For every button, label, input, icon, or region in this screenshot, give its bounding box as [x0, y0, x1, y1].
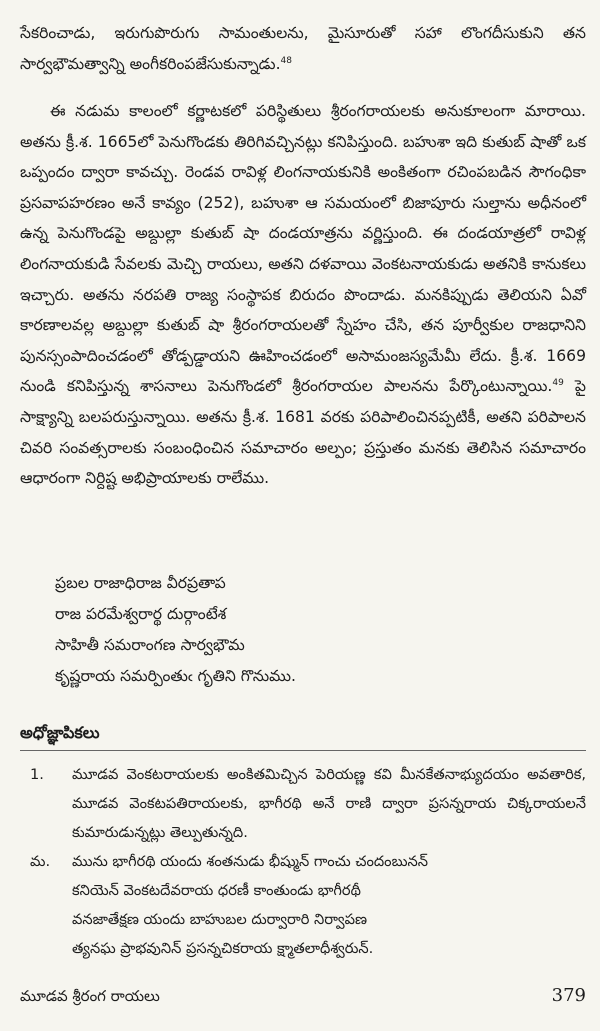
footnotes-list [20, 760, 586, 963]
reference-48: 48 [280, 55, 292, 66]
footnote-number: మ. [30, 853, 51, 870]
paragraph-2-text-a: ఈ నడుమ కాలంలో కర్ణాటకలో పరిస్థితులు శ్రీరంగరాయలకు అనుకూలంగా మారాయి. అతను క్రీ.శ. 1665లో పెనుగొండకు తిరిగివచ్చినట్లు కనిపిస్తుంది. బహుశా ఇది కుతుబ్ షాతో ఒక ఒప్పందం ద్వారా కావచ్చు. రెండవ రావిళ్ల లింగనాయకునికి అంకితంగా రచింపబడిన సౌగంధికా ప్రసవాపహరణం అనే కావ్యం (252), బహుశా ఆ సమయంలో బిజాపూరు సుల్తాను అధీనంలో ఉన్న పెనుగొండపై అబ్దుల్లా కుతుబ్ షా దండయాత్రను వర్ణిస్తుంది. ఈ దండయాత్రలో రావిళ్ల లింగనాయకుడి సేవలకు మెచ్చి రాయలు, అతని దళవాయి వెంకటనాయకుడు అతనికి కానుకలు ఇచ్చారు. అతను నరపతి రాజ్య సంస్థాపక బిరుదం పొందాడు. మనకిప్పుడు తెలియని ఏవో కారణాలవల్ల అబ్దుల్లా కుతుబ్ షా శ్రీరంగరాయలతో స్నేహం చేసి, తన పూర్వీకుల రాజధానిని పునస్సంపాదించడంలో తోడ్పడ్డాయని ఊహించడంలో అసామంజస్యమేమీ లేదు. క్రీ.శ. 1669 నుండి కనిపిస్తున్న శాసనాలు పెనుగొండలో శ్రీరంగరాయల పాలనను పేర్కొంటున్నాయి. [20, 102, 586, 396]
verse-block [55, 568, 296, 692]
paragraph-1-text: సేకరించాడు, ఇరుగుపొరుగు సామంతులను, మైసూరుతో సహా లొంగదీసుకుని తన సార్వభౌమత్వాన్ని అంగీకరింపజేసుకున్నాడు. [20, 24, 586, 73]
footnote-verse [72, 847, 586, 963]
footnote-number: 1. [30, 766, 44, 783]
footnote-verse-line: మును భాగీరథి యందు శంతనుడు భీష్మున్ గాంచు చందంబునన్ [72, 853, 429, 870]
verse-line: రాజ పరమేశ్వరార్థ దుర్గాంటేశ [55, 605, 227, 623]
page-footer [20, 985, 586, 1009]
verse-line: సాహితీ సమరాంగణ సార్వభౌమ [55, 636, 245, 654]
footnote-verse-line: కనియెన్ వెంకటదేవరాయ ధరణీ కాంతుండు భాగీరథీ [72, 882, 361, 899]
running-footer-title: మూడవ శ్రీరంగ రాయలు [20, 987, 160, 1005]
verse-line: కృష్ణరాయ సమర్పింతుఁ గృతిని గొనుము. [55, 667, 296, 685]
paragraph-2 [20, 96, 586, 494]
footnote-text: మూడవ వెంకటరాయలకు అంకితమిచ్చిన పెరియణ్ణ కవి మీనకేతనాభ్యుదయం అవతారిక, మూడవ వెంకటపతిరాయలకు, భాగీరథి అనే రాణి ద్వారా ప్రసన్నరాయ చిక్కరాయలనే కుమారుడున్నట్లు తెల్పుతున్నది. [72, 766, 586, 841]
footnote-item [20, 847, 586, 963]
footnote-item [20, 760, 586, 847]
verse-line: ప్రబల రాజాధిరాజ వీరప్రతాప [55, 574, 226, 592]
footnote-verse-line: వనజాతేక్షణ యందు బాహుబల దుర్వారారి నిర్వాపణ [72, 911, 368, 928]
paragraph-1 [20, 18, 586, 79]
paragraph-2-text-b: పై సాక్ష్యాన్ని బలపరుస్తున్నాయి. అతను క్రీ.శ. 1681 వరకు పరిపాలించినప్పటికీ, అతని పరిపాలన చివరి సంవత్సరాలకు సంబంధించిన సమాచారం అల్పం; ప్రస్తుతం మనకు తెలిసిన సమాచారం ఆధారంగా నిర్దిష్ట అభిప్రాయాలకు రాలేము. [20, 377, 586, 488]
reference-49: 49 [552, 378, 564, 389]
footnote-verse-line: త్యనఘ ప్రాభవునిన్ ప్రసన్నచికరాయ క్ష్మాతలాధీశ్వరున్. [72, 940, 374, 957]
footnotes-divider [20, 750, 586, 751]
footnotes-heading: అధోజ్ఞాపికలు [20, 723, 100, 742]
page-number: 379 [551, 985, 586, 1006]
